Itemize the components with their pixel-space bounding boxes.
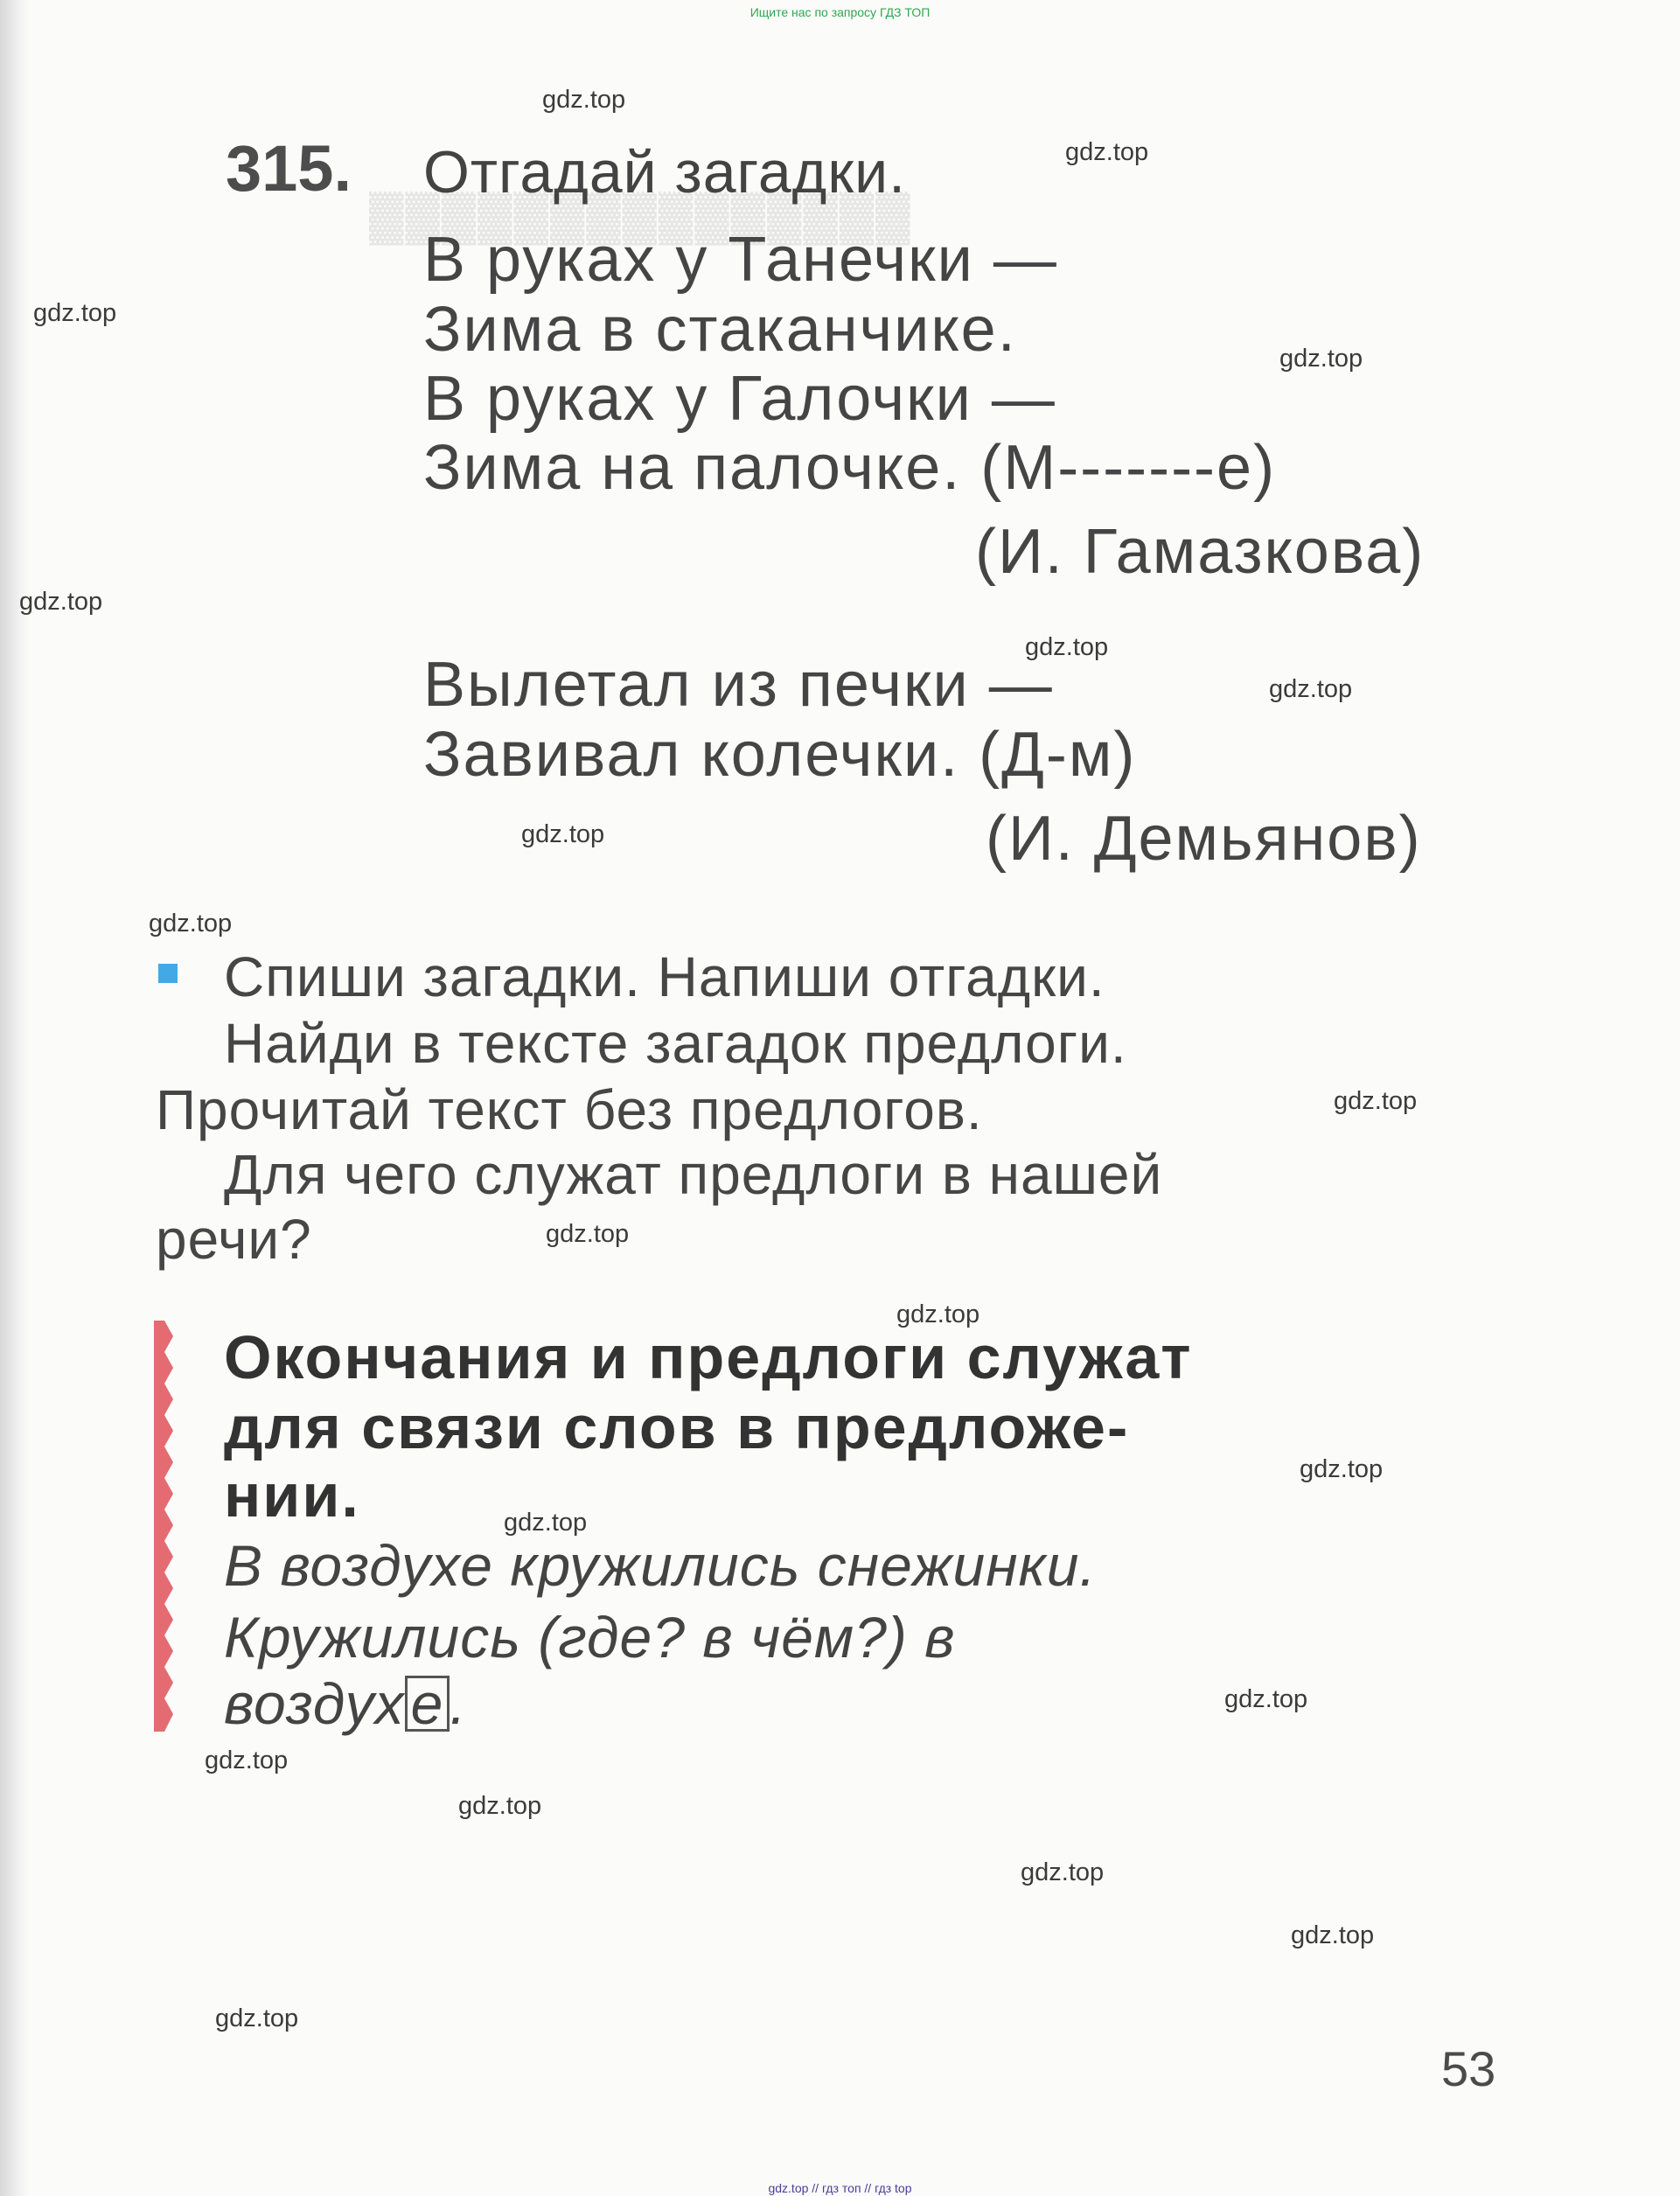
watermark: gdz.top — [1300, 1455, 1384, 1483]
watermark: gdz.top — [1065, 138, 1149, 166]
watermark: gdz.top — [1025, 633, 1109, 661]
watermark: gdz.top — [1224, 1685, 1308, 1713]
watermark: gdz.top — [205, 1746, 289, 1774]
top-banner: Ищите нас по запросу ГДЗ ТОП — [749, 5, 931, 19]
rule-zigzag-border — [154, 1321, 180, 1732]
watermark: gdz.top — [1279, 345, 1363, 373]
task-line: Для чего служат предлоги в нашей — [224, 1143, 1163, 1206]
riddle-line: Завивал колечки. (Д-м) — [423, 720, 1137, 790]
watermark: gdz.top — [458, 1792, 542, 1820]
task-bullet-icon — [158, 964, 178, 983]
watermark: gdz.top — [33, 299, 117, 327]
watermark: gdz.top — [521, 820, 605, 848]
watermark: gdz.top — [504, 1509, 588, 1537]
watermark: gdz.top — [896, 1300, 980, 1328]
exercise-number: 315. — [226, 132, 352, 205]
example-line — [224, 1670, 467, 1737]
task-line: Найди в тексте загадок предлоги. — [224, 1012, 1127, 1075]
watermark: gdz.top — [19, 588, 103, 616]
watermark: gdz.top — [1021, 1858, 1105, 1886]
riddle-line: В руках у Танечки — — [423, 225, 1058, 295]
page-number: 53 — [1441, 2041, 1496, 2096]
ending-box: е — [405, 1676, 450, 1732]
watermark: gdz.top — [1269, 675, 1353, 703]
example-line: Кружились (где? в чём?) в — [224, 1605, 956, 1670]
rule-line: Окончания и предлоги служат — [224, 1323, 1193, 1391]
riddle-author: (И. Гамазкова) — [975, 517, 1426, 587]
example-line: В воздухе кружились снежинки. — [224, 1533, 1097, 1598]
bleed-through: ▓▓▓▓▓▓▓▓▓▓▓▓▓▓▓ — [367, 189, 910, 241]
bottom-banner: gdz.top // гдз топ // гдз top — [768, 2181, 912, 2195]
task-line: Спиши загадки. Напиши отгадки. — [224, 945, 1105, 1008]
rule-line: для связи слов в предложе- — [224, 1393, 1130, 1461]
rule-line: нии. — [224, 1461, 360, 1530]
task-line: Прочитай текст без предлогов. — [156, 1078, 983, 1141]
watermark: gdz.top — [1334, 1087, 1418, 1115]
riddle-line: Зима на палочке. (М-------е) — [423, 433, 1277, 503]
watermark: gdz.top — [149, 910, 233, 938]
spine-shadow — [0, 0, 30, 2196]
riddle-line: В руках у Галочки — — [423, 364, 1056, 434]
riddle-author: (И. Демьянов) — [986, 804, 1422, 874]
watermark: gdz.top — [542, 86, 626, 114]
watermark: gdz.top — [1291, 1921, 1375, 1949]
riddle-line: Зима в стаканчике. — [423, 295, 1017, 365]
watermark: gdz.top — [546, 1220, 630, 1248]
exercise-title: Отгадай загадки. — [423, 139, 906, 206]
task-line: речи? — [156, 1208, 312, 1271]
example-end: . — [450, 1671, 467, 1736]
riddle-line: Вылетал из печки — — [423, 650, 1054, 720]
watermark: gdz.top — [215, 2004, 299, 2032]
example-stem: воздух — [224, 1671, 405, 1736]
